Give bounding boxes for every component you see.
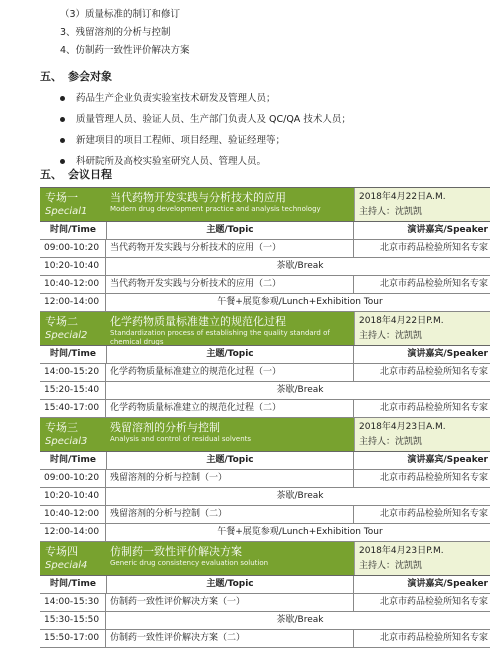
special-name: 专场一	[45, 191, 78, 204]
attendee-text: 新建项目的项目工程师、项目经理、验证经理等；	[76, 135, 286, 146]
special-title-en: Generic drug consistency evaluation solution	[110, 559, 269, 567]
special-host: 主持人：沈凯凯	[359, 561, 423, 571]
topic-item: （3）质量标准的制订和修订	[60, 9, 181, 20]
topic-column-header: 主题/Topic	[107, 346, 354, 363]
break-cell: 茶歇/Break	[276, 385, 324, 395]
special-title-en: Analysis and control of residual solvents	[110, 435, 252, 443]
speaker-cell: 北京市药品检验所知名专家	[379, 367, 488, 377]
special-title-block	[106, 542, 354, 575]
time-cell: 15:40-17:00	[40, 400, 106, 417]
schedule-row	[40, 612, 490, 630]
schedule-row	[40, 630, 490, 648]
special-title-block	[106, 188, 354, 221]
speaker-column-header: 演讲嘉宾/Speaker	[407, 349, 488, 359]
special-label	[40, 542, 106, 575]
schedule-row	[40, 594, 490, 612]
special-title-block	[106, 418, 354, 451]
special-title: 化学药物质量标准建立的规范化过程	[110, 315, 286, 328]
special-title: 仿制药一致性评价解决方案	[110, 545, 242, 558]
special-name-en: Special2	[45, 330, 88, 341]
special-title: 当代药物开发实践与分析技术的应用	[110, 191, 286, 204]
section-title: 参会对象	[68, 70, 112, 83]
special-session-header	[40, 418, 490, 452]
time-column-header: 时间/Time	[40, 452, 107, 469]
topic-column-header: 主题/Topic	[107, 222, 354, 239]
special-title: 残留溶剂的分析与控制	[110, 421, 220, 434]
schedule-header-row	[40, 222, 490, 240]
time-cell: 12:00-14:00	[40, 294, 106, 311]
topic-column-header: 主题/Topic	[107, 452, 354, 469]
time-cell: 14:00-15:30	[40, 594, 106, 611]
special-label	[40, 418, 106, 451]
time-cell: 14:00-15:20	[40, 364, 106, 381]
speaker-cell: 北京市药品检验所知名专家	[379, 597, 488, 607]
topic-cell: 仿制药一致性评价解决方案（一）	[106, 594, 354, 611]
special-name: 专场二	[45, 315, 78, 328]
break-cell: 茶歇/Break	[276, 615, 324, 625]
special-info	[354, 418, 490, 451]
section-number: 五、	[40, 70, 62, 83]
schedule-row	[40, 506, 490, 524]
special-info	[354, 542, 490, 575]
special-name-en: Special1	[45, 206, 88, 217]
attendee-item	[60, 88, 351, 109]
schedule-header-row	[40, 576, 490, 594]
attendees-heading	[40, 68, 112, 84]
speaker-cell: 北京市药品检验所知名专家	[379, 633, 488, 643]
speaker-cell: 北京市药品检验所知名专家	[379, 403, 488, 413]
schedule-row	[40, 294, 490, 312]
topic-cell: 残留溶剂的分析与控制（二）	[106, 506, 354, 523]
schedule-row	[40, 524, 490, 542]
special-name-en: Special4	[45, 560, 88, 571]
time-column-header: 时间/Time	[40, 222, 107, 239]
schedule-row	[40, 488, 490, 506]
schedule-row	[40, 276, 490, 294]
topic-item: 3、残留溶剂的分析与控制	[60, 27, 171, 38]
time-column-header: 时间/Time	[40, 576, 107, 593]
topic-cell: 化学药物质量标准建立的规范化过程（一）	[106, 364, 354, 381]
special-host: 主持人：沈凯凯	[359, 207, 423, 217]
attendee-text: 药品生产企业负责实验室技术研发及管理人员；	[76, 93, 276, 104]
time-cell: 15:20-15:40	[40, 382, 106, 399]
speaker-column-header: 演讲嘉宾/Speaker	[407, 579, 488, 589]
topic-column-header: 主题/Topic	[107, 576, 354, 593]
break-cell: 茶歇/Break	[276, 491, 324, 501]
bullet-icon	[60, 138, 65, 143]
schedule-header-row	[40, 452, 490, 470]
special-title-block	[106, 312, 354, 345]
schedule-table	[40, 187, 490, 648]
schedule-row	[40, 258, 490, 276]
topic-cell: 化学药物质量标准建立的规范化过程（二）	[106, 400, 354, 417]
attendee-text: 科研院所及高校实验室研究人员、管理人员。	[76, 156, 267, 167]
special-date: 2018年4月22日P.M.	[359, 316, 444, 326]
speaker-column-header: 演讲嘉宾/Speaker	[407, 455, 488, 465]
special-session-header	[40, 188, 490, 222]
bullet-icon	[60, 96, 65, 101]
bullet-icon	[60, 117, 65, 122]
special-info	[354, 312, 490, 345]
speaker-column-header: 演讲嘉宾/Speaker	[407, 225, 488, 235]
attendee-list	[60, 88, 351, 172]
schedule-row	[40, 400, 490, 418]
time-cell: 10:20-10:40	[40, 258, 106, 275]
schedule-row	[40, 364, 490, 382]
special-host: 主持人：沈凯凯	[359, 437, 423, 447]
section-title: 会议日程	[68, 168, 112, 181]
time-cell: 10:40-12:00	[40, 506, 106, 523]
topic-cell: 当代药物开发实践与分析技术的应用（二）	[106, 276, 354, 293]
break-cell: 午餐+展览参观/Lunch+Exhibition Tour	[217, 297, 383, 307]
special-name-en: Special3	[45, 436, 88, 447]
special-session-header	[40, 312, 490, 346]
special-title-en: Modern drug development practice and analysis technology	[110, 205, 321, 213]
special-date: 2018年4月22日A.M.	[359, 192, 446, 202]
attendee-item	[60, 130, 351, 151]
time-cell: 09:00-10:20	[40, 240, 106, 257]
schedule-heading	[40, 166, 112, 182]
speaker-cell: 北京市药品检验所知名专家	[379, 279, 488, 289]
special-label	[40, 312, 106, 345]
schedule-row	[40, 470, 490, 488]
attendee-text: 质量管理人员、验证人员、生产部门负责人及 QC/QA 技术人员；	[76, 114, 351, 125]
time-cell: 09:00-10:20	[40, 470, 106, 487]
schedule-row	[40, 240, 490, 258]
time-column-header: 时间/Time	[40, 346, 107, 363]
topic-cell: 仿制药一致性评价解决方案（二）	[106, 630, 354, 647]
topic-item: 4、仿制药一致性评价解决方案	[60, 45, 190, 56]
speaker-cell: 北京市药品检验所知名专家	[379, 473, 488, 483]
special-label	[40, 188, 106, 221]
schedule-row	[40, 382, 490, 400]
special-name: 专场三	[45, 421, 78, 434]
special-date: 2018年4月23日A.M.	[359, 422, 446, 432]
break-cell: 午餐+展览参观/Lunch+Exhibition Tour	[217, 527, 383, 537]
time-cell: 15:30-15:50	[40, 612, 106, 629]
special-session-header	[40, 542, 490, 576]
special-name: 专场四	[45, 545, 78, 558]
topic-cell: 残留溶剂的分析与控制（一）	[106, 470, 354, 487]
special-date: 2018年4月23日P.M.	[359, 546, 444, 556]
section-number: 五、	[40, 168, 62, 181]
attendee-item	[60, 109, 351, 130]
special-title-en: Standardization process of establishing the quality standard of chemical drugs	[110, 329, 330, 345]
special-info	[354, 188, 490, 221]
time-cell: 15:50-17:00	[40, 630, 106, 647]
bullet-icon	[60, 159, 65, 164]
topic-cell: 当代药物开发实践与分析技术的应用（一）	[106, 240, 354, 257]
break-cell: 茶歇/Break	[276, 261, 324, 271]
intro-topic-list	[60, 6, 190, 60]
time-cell: 10:20-10:40	[40, 488, 106, 505]
schedule-header-row	[40, 346, 490, 364]
time-cell: 12:00-14:00	[40, 524, 106, 541]
speaker-cell: 北京市药品检验所知名专家	[379, 509, 488, 519]
special-host: 主持人：沈凯凯	[359, 331, 423, 341]
time-cell: 10:40-12:00	[40, 276, 106, 293]
speaker-cell: 北京市药品检验所知名专家	[379, 243, 488, 253]
